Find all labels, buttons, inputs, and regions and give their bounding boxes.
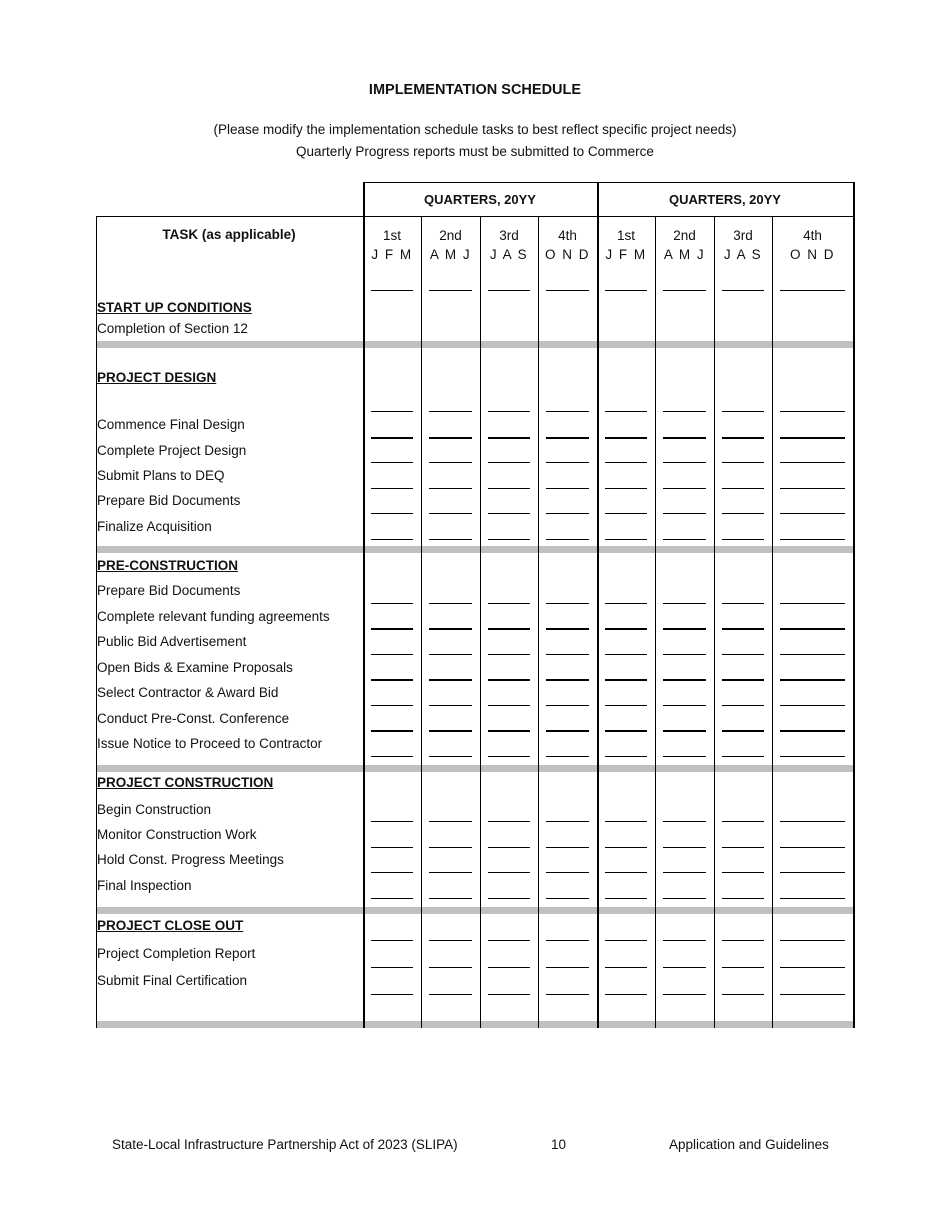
schedule-entry-line[interactable] xyxy=(605,539,647,540)
column-divider xyxy=(421,216,422,1028)
schedule-entry-line[interactable] xyxy=(371,513,413,514)
footer-act-name: State-Local Infrastructure Partnership Act of 2023 (SLIPA) xyxy=(112,1137,458,1152)
schedule-entry-line[interactable] xyxy=(780,679,845,681)
schedule-entry-line[interactable] xyxy=(722,705,764,706)
footer-document-name: Application and Guidelines xyxy=(669,1137,829,1152)
schedule-entry-line[interactable] xyxy=(722,437,764,439)
footer-page-number: 10 xyxy=(551,1137,567,1152)
schedule-entry-line[interactable] xyxy=(780,411,845,412)
schedule-entry-line[interactable] xyxy=(429,705,472,706)
schedule-entry-line[interactable] xyxy=(780,898,845,899)
quarter-months: J A S xyxy=(489,247,529,262)
schedule-entry-line[interactable] xyxy=(780,290,845,291)
schedule-entry-line[interactable] xyxy=(663,967,706,968)
instructions-text: (Please modify the implementation schedule tasks to best reflect specific project needs) xyxy=(213,122,737,137)
schedule-entry-line[interactable] xyxy=(429,628,472,630)
task-label: Select Contractor & Award Bid xyxy=(97,685,279,700)
schedule-entry-line[interactable] xyxy=(488,756,530,757)
schedule-entry-line[interactable] xyxy=(429,539,472,540)
schedule-entry-line[interactable] xyxy=(371,872,413,873)
schedule-entry-line[interactable] xyxy=(722,603,764,604)
schedule-entry-line[interactable] xyxy=(488,603,530,604)
task-label: Monitor Construction Work xyxy=(97,827,257,842)
schedule-entry-line[interactable] xyxy=(488,898,530,899)
schedule-entry-line[interactable] xyxy=(488,705,530,706)
schedule-entry-line[interactable] xyxy=(605,967,647,968)
schedule-entry-line[interactable] xyxy=(546,411,589,412)
schedule-entry-line[interactable] xyxy=(605,513,647,514)
schedule-entry-line[interactable] xyxy=(429,967,472,968)
schedule-entry-line[interactable] xyxy=(605,705,647,706)
quarter-ordinal: 1st xyxy=(616,228,635,243)
schedule-entry-line[interactable] xyxy=(780,821,845,822)
schedule-entry-line[interactable] xyxy=(371,603,413,604)
task-label: Finalize Acquisition xyxy=(97,519,212,534)
schedule-entry-line[interactable] xyxy=(371,488,413,489)
schedule-entry-line[interactable] xyxy=(663,513,706,514)
schedule-entry-line[interactable] xyxy=(488,940,530,941)
schedule-entry-line[interactable] xyxy=(488,290,530,291)
schedule-entry-line[interactable] xyxy=(546,513,589,514)
schedule-entry-line[interactable] xyxy=(488,821,530,822)
schedule-entry-line[interactable] xyxy=(546,437,589,439)
schedule-entry-line[interactable] xyxy=(663,847,706,848)
schedule-entry-line[interactable] xyxy=(605,290,647,291)
task-label: Final Inspection xyxy=(97,878,192,893)
quarter-header xyxy=(714,226,772,264)
schedule-entry-line[interactable] xyxy=(371,967,413,968)
column-divider xyxy=(772,216,773,1028)
task-label: Conduct Pre-Const. Conference xyxy=(97,711,290,726)
schedule-entry-line[interactable] xyxy=(371,898,413,899)
schedule-entry-line[interactable] xyxy=(663,872,706,873)
task-label: Completion of Section 12 xyxy=(97,321,248,336)
schedule-entry-line[interactable] xyxy=(429,603,472,604)
schedule-entry-line[interactable] xyxy=(780,705,845,706)
column-divider xyxy=(538,216,539,1028)
schedule-entry-line[interactable] xyxy=(605,654,647,655)
quarter-ordinal: 4th xyxy=(558,228,577,243)
schedule-entry-line[interactable] xyxy=(605,994,647,995)
schedule-entry-line[interactable] xyxy=(546,756,589,757)
schedule-entry-line[interactable] xyxy=(429,821,472,822)
schedule-entry-line[interactable] xyxy=(605,679,647,681)
schedule-entry-line[interactable] xyxy=(663,821,706,822)
quarter-header xyxy=(421,226,480,264)
schedule-entry-line[interactable] xyxy=(371,437,413,439)
schedule-entry-line[interactable] xyxy=(371,462,413,463)
schedule-entry-line[interactable] xyxy=(722,679,764,681)
schedule-entry-line[interactable] xyxy=(780,756,845,757)
task-label: Complete Project Design xyxy=(97,443,247,458)
schedule-entry-line[interactable] xyxy=(663,756,706,757)
schedule-entry-line[interactable] xyxy=(780,940,845,941)
schedule-entry-line[interactable] xyxy=(605,603,647,604)
schedule-entry-line[interactable] xyxy=(429,462,472,463)
schedule-entry-line[interactable] xyxy=(546,679,589,681)
schedule-entry-line[interactable] xyxy=(371,730,413,732)
schedule-entry-line[interactable] xyxy=(722,654,764,655)
schedule-entry-line[interactable] xyxy=(605,411,647,412)
schedule-entry-line[interactable] xyxy=(780,488,845,489)
schedule-entry-line[interactable] xyxy=(722,994,764,995)
schedule-entry-line[interactable] xyxy=(722,756,764,757)
schedule-entry-line[interactable] xyxy=(429,513,472,514)
schedule-entry-line[interactable] xyxy=(722,628,764,630)
schedule-entry-line[interactable] xyxy=(605,488,647,489)
task-label: Begin Construction xyxy=(97,802,212,817)
task-column-header: TASK (as applicable) xyxy=(162,227,296,242)
schedule-entry-line[interactable] xyxy=(429,679,472,681)
quarter-header xyxy=(363,226,421,264)
schedule-entry-line[interactable] xyxy=(605,462,647,463)
schedule-entry-line[interactable] xyxy=(722,539,764,540)
schedule-entry-line[interactable] xyxy=(722,967,764,968)
schedule-entry-line[interactable] xyxy=(663,437,706,439)
schedule-entry-line[interactable] xyxy=(371,654,413,655)
schedule-entry-line[interactable] xyxy=(429,994,472,995)
quarters-year-header: QUARTERS, 20YY xyxy=(424,192,536,207)
schedule-entry-line[interactable] xyxy=(488,847,530,848)
schedule-entry-line[interactable] xyxy=(429,437,472,439)
schedule-entry-line[interactable] xyxy=(663,628,706,630)
schedule-entry-line[interactable] xyxy=(780,539,845,540)
schedule-entry-line[interactable] xyxy=(371,539,413,540)
section-separator-band xyxy=(96,341,853,348)
section-separator-band xyxy=(96,907,853,914)
column-divider xyxy=(853,182,855,1028)
schedule-entry-line[interactable] xyxy=(605,628,647,630)
schedule-entry-line[interactable] xyxy=(371,940,413,941)
column-divider xyxy=(655,216,656,1028)
section-heading: PROJECT CONSTRUCTION xyxy=(97,775,274,790)
schedule-entry-line[interactable] xyxy=(722,462,764,463)
schedule-entry-line[interactable] xyxy=(488,872,530,873)
task-label: Commence Final Design xyxy=(97,417,245,432)
schedule-entry-line[interactable] xyxy=(663,462,706,463)
schedule-entry-line[interactable] xyxy=(371,679,413,681)
schedule-entry-line[interactable] xyxy=(429,411,472,412)
schedule-entry-line[interactable] xyxy=(488,730,530,732)
schedule-entry-line[interactable] xyxy=(371,847,413,848)
schedule-entry-line[interactable] xyxy=(722,513,764,514)
column-divider xyxy=(597,182,599,1028)
schedule-entry-line[interactable] xyxy=(780,994,845,995)
task-label: Open Bids & Examine Proposals xyxy=(97,660,293,675)
schedule-entry-line[interactable] xyxy=(488,437,530,439)
schedule-entry-line[interactable] xyxy=(429,847,472,848)
schedule-entry-line[interactable] xyxy=(780,513,845,514)
schedule-entry-line[interactable] xyxy=(722,730,764,732)
section-separator-band xyxy=(96,765,853,772)
schedule-entry-line[interactable] xyxy=(546,967,589,968)
schedule-entry-line[interactable] xyxy=(663,603,706,604)
quarter-months: A M J xyxy=(429,247,472,262)
quarter-months: J A S xyxy=(723,247,763,262)
schedule-entry-line[interactable] xyxy=(546,290,589,291)
schedule-entry-line[interactable] xyxy=(722,872,764,873)
task-label: Submit Plans to DEQ xyxy=(97,468,225,483)
schedule-entry-line[interactable] xyxy=(722,821,764,822)
schedule-entry-line[interactable] xyxy=(546,994,589,995)
quarter-ordinal: 1st xyxy=(382,228,401,243)
quarters-year-header: QUARTERS, 20YY xyxy=(669,192,781,207)
schedule-entry-line[interactable] xyxy=(780,603,845,604)
schedule-entry-line[interactable] xyxy=(722,290,764,291)
schedule-entry-line[interactable] xyxy=(780,654,845,655)
schedule-entry-line[interactable] xyxy=(663,994,706,995)
quarter-months: A M J xyxy=(663,247,706,262)
schedule-entry-line[interactable] xyxy=(488,488,530,489)
quarter-ordinal: 3rd xyxy=(733,228,753,243)
schedule-entry-line[interactable] xyxy=(546,603,589,604)
page-title: IMPLEMENTATION SCHEDULE xyxy=(368,82,582,98)
quarter-ordinal: 4th xyxy=(803,228,822,243)
schedule-entry-line[interactable] xyxy=(546,654,589,655)
schedule-entry-line[interactable] xyxy=(546,940,589,941)
schedule-entry-line[interactable] xyxy=(488,994,530,995)
quarter-months: O N D xyxy=(789,247,835,262)
schedule-entry-line[interactable] xyxy=(429,756,472,757)
schedule-entry-line[interactable] xyxy=(429,730,472,732)
schedule-entry-line[interactable] xyxy=(371,821,413,822)
reporting-note: Quarterly Progress reports must be submitted to Commerce xyxy=(296,144,654,159)
schedule-entry-line[interactable] xyxy=(488,628,530,630)
schedule-entry-line[interactable] xyxy=(722,940,764,941)
quarter-header xyxy=(597,226,655,264)
schedule-entry-line[interactable] xyxy=(546,898,589,899)
schedule-entry-line[interactable] xyxy=(663,679,706,681)
schedule-entry-line[interactable] xyxy=(663,411,706,412)
schedule-entry-line[interactable] xyxy=(546,488,589,489)
schedule-entry-line[interactable] xyxy=(488,513,530,514)
schedule-entry-line[interactable] xyxy=(371,705,413,706)
schedule-entry-line[interactable] xyxy=(722,411,764,412)
quarter-header xyxy=(655,226,714,264)
quarter-months: J F M xyxy=(371,247,413,262)
task-label: Prepare Bid Documents xyxy=(97,493,241,508)
quarter-months: O N D xyxy=(544,247,590,262)
task-label: Submit Final Certification xyxy=(97,973,248,988)
schedule-entry-line[interactable] xyxy=(546,462,589,463)
quarter-ordinal: 2nd xyxy=(439,228,462,243)
schedule-entry-line[interactable] xyxy=(488,654,530,655)
schedule-entry-line[interactable] xyxy=(780,967,845,968)
section-separator-band xyxy=(96,546,853,553)
schedule-entry-line[interactable] xyxy=(663,488,706,489)
schedule-entry-line[interactable] xyxy=(780,462,845,463)
schedule-entry-line[interactable] xyxy=(371,756,413,757)
table-top-border xyxy=(363,182,853,183)
quarter-header xyxy=(772,226,853,264)
schedule-entry-line[interactable] xyxy=(371,411,413,412)
schedule-entry-line[interactable] xyxy=(429,654,472,655)
task-label: Prepare Bid Documents xyxy=(97,583,241,598)
schedule-entry-line[interactable] xyxy=(371,628,413,630)
column-divider xyxy=(714,216,715,1028)
schedule-entry-line[interactable] xyxy=(546,730,589,732)
section-heading: START UP CONDITIONS xyxy=(97,300,252,315)
schedule-entry-line[interactable] xyxy=(663,940,706,941)
schedule-entry-line[interactable] xyxy=(546,705,589,706)
schedule-entry-line[interactable] xyxy=(488,462,530,463)
schedule-entry-line[interactable] xyxy=(546,821,589,822)
schedule-entry-line[interactable] xyxy=(722,488,764,489)
schedule-entry-line[interactable] xyxy=(663,290,706,291)
schedule-entry-line[interactable] xyxy=(780,847,845,848)
schedule-entry-line[interactable] xyxy=(605,847,647,848)
schedule-entry-line[interactable] xyxy=(429,898,472,899)
schedule-entry-line[interactable] xyxy=(429,290,472,291)
task-label: Hold Const. Progress Meetings xyxy=(97,852,284,867)
schedule-entry-line[interactable] xyxy=(780,730,845,732)
schedule-entry-line[interactable] xyxy=(546,872,589,873)
section-separator-band xyxy=(96,1021,853,1028)
task-label: Project Completion Report xyxy=(97,946,256,961)
task-label: Public Bid Advertisement xyxy=(97,634,247,649)
schedule-entry-line[interactable] xyxy=(546,539,589,540)
schedule-entry-line[interactable] xyxy=(663,654,706,655)
schedule-entry-line[interactable] xyxy=(605,821,647,822)
schedule-entry-line[interactable] xyxy=(488,411,530,412)
schedule-entry-line[interactable] xyxy=(605,756,647,757)
section-heading: PROJECT CLOSE OUT xyxy=(97,918,244,933)
schedule-entry-line[interactable] xyxy=(605,898,647,899)
schedule-entry-line[interactable] xyxy=(429,488,472,489)
schedule-entry-line[interactable] xyxy=(780,872,845,873)
schedule-entry-line[interactable] xyxy=(429,940,472,941)
column-divider xyxy=(363,182,365,1028)
quarter-ordinal: 2nd xyxy=(673,228,696,243)
schedule-entry-line[interactable] xyxy=(546,847,589,848)
schedule-entry-line[interactable] xyxy=(488,679,530,681)
schedule-entry-line[interactable] xyxy=(663,730,706,732)
task-label: Issue Notice to Proceed to Contractor xyxy=(97,736,323,751)
schedule-entry-line[interactable] xyxy=(663,898,706,899)
schedule-entry-line[interactable] xyxy=(488,967,530,968)
schedule-entry-line[interactable] xyxy=(546,628,589,630)
quarter-header xyxy=(538,226,597,264)
schedule-entry-line[interactable] xyxy=(780,437,845,439)
schedule-entry-line[interactable] xyxy=(605,730,647,732)
schedule-entry-line[interactable] xyxy=(722,847,764,848)
section-heading: PRE-CONSTRUCTION xyxy=(97,558,238,573)
schedule-entry-line[interactable] xyxy=(722,898,764,899)
schedule-entry-line[interactable] xyxy=(663,539,706,540)
schedule-entry-line[interactable] xyxy=(605,872,647,873)
schedule-entry-line[interactable] xyxy=(371,290,413,291)
schedule-entry-line[interactable] xyxy=(371,994,413,995)
schedule-entry-line[interactable] xyxy=(605,437,647,439)
schedule-entry-line[interactable] xyxy=(663,705,706,706)
header-bottom-border xyxy=(96,216,853,217)
schedule-entry-line[interactable] xyxy=(780,628,845,630)
column-divider xyxy=(480,216,481,1028)
schedule-entry-line[interactable] xyxy=(605,940,647,941)
schedule-entry-line[interactable] xyxy=(429,872,472,873)
schedule-entry-line[interactable] xyxy=(488,539,530,540)
quarter-header xyxy=(480,226,538,264)
section-heading: PROJECT DESIGN xyxy=(97,370,217,385)
quarter-ordinal: 3rd xyxy=(499,228,519,243)
task-label: Complete relevant funding agreements xyxy=(97,609,330,624)
quarter-months: J F M xyxy=(605,247,647,262)
